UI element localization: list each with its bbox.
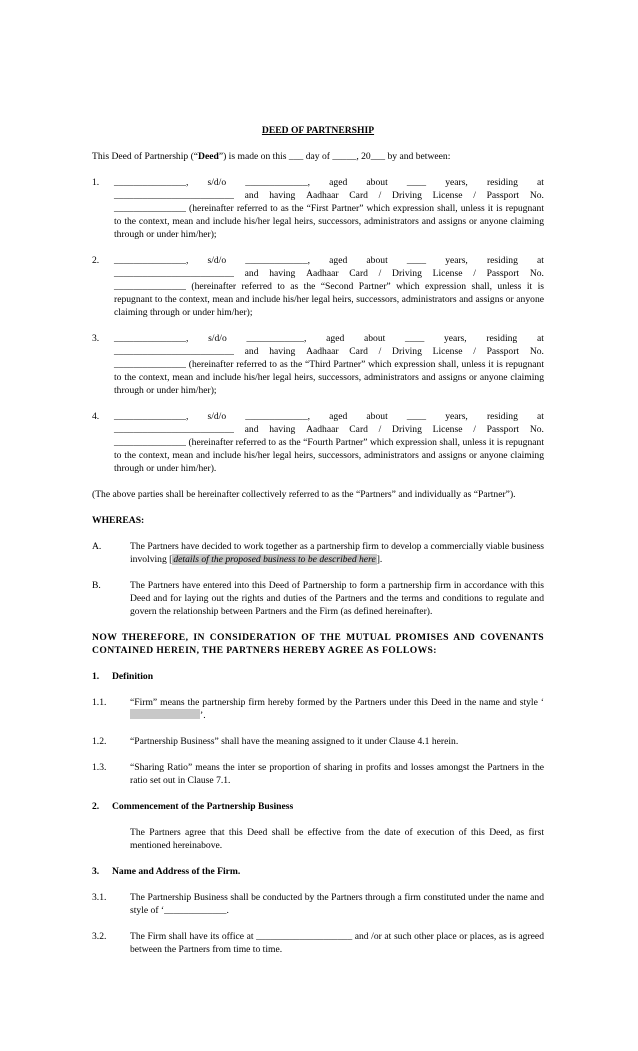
party-word: and — [244, 190, 259, 201]
party-word: years, — [445, 177, 468, 188]
clause-1-2-text: “Partnership Business” shall have the meaning assigned to it under Clause 4.1 herein. — [130, 736, 459, 747]
recital-a-text — [130, 540, 544, 566]
section-2-title: Commencement of the Partnership Business — [112, 801, 294, 812]
party-word: ____ — [406, 411, 427, 422]
clause-1-1-start: “Firm” means the partnership firm hereby formed by the Partners under this Deed in the name and style ‘ — [130, 697, 544, 708]
party-word: having — [269, 346, 296, 357]
whereas-heading: WHEREAS: — [92, 515, 145, 526]
party-word: Card — [349, 424, 368, 435]
party-word: about — [366, 177, 388, 188]
party-number: 2. — [92, 255, 100, 266]
party-word: / — [473, 190, 476, 201]
clause-3-2-number: 3.2. — [92, 931, 107, 942]
party-number: 4. — [92, 411, 100, 422]
party-word: License — [432, 424, 463, 435]
party-word: years, — [443, 333, 467, 344]
party-word: Card — [349, 268, 368, 279]
party-line — [114, 332, 544, 345]
party-word: Passport — [486, 268, 520, 279]
party-word: and — [244, 268, 259, 279]
clause-1-2 — [92, 735, 544, 748]
section-3-title: Name and Address of the Firm. — [112, 866, 241, 877]
party-word: _____________, — [245, 177, 311, 188]
party-word: Passport — [486, 190, 520, 201]
parties-list — [92, 176, 544, 475]
party-word: _________________________ — [114, 190, 234, 201]
party-details — [114, 176, 544, 241]
party-word: aged — [329, 411, 348, 422]
party-word: / — [473, 346, 476, 357]
section-2-text: The Partners agree that this Deed shall be effective from the date of execution of this Deed, as first mentioned hereinabove. — [130, 827, 544, 851]
party-word: / — [378, 424, 382, 435]
intro-paragraph — [92, 150, 544, 163]
party-word: / — [378, 190, 382, 201]
clause-1-2-number: 1.2. — [92, 736, 107, 747]
clause-1-1-end: ’. — [200, 710, 206, 721]
party-word: s/d/o — [207, 255, 227, 266]
party-word: ____________, — [246, 333, 307, 344]
party-2 — [92, 254, 544, 319]
party-word: having — [269, 190, 296, 201]
party-description: _______________ (hereinafter referred to as the “Third Partner” which expression shall, unless it is repugnant to the context, mean and include his/her legal heirs, successors, administrators and assigns or anyone claiming through or under him/her); — [114, 359, 544, 396]
party-word: License — [432, 268, 463, 279]
party-word: residing — [486, 333, 518, 344]
party-word: having — [269, 268, 296, 279]
party-word: _____________, — [245, 411, 311, 422]
party-word: ____ — [406, 177, 427, 188]
party-word: Aadhaar — [306, 190, 339, 201]
clause-1-3-number: 1.3. — [92, 762, 107, 773]
party-word: _______________, — [114, 411, 189, 422]
party-word: about — [364, 333, 386, 344]
party-word: License — [432, 346, 463, 357]
clause-1-3-text: “Sharing Ratio” means the inter se proportion of sharing in profits and losses amongst the Partners in the ratio set out in Clause 7.1. — [130, 762, 544, 786]
clause-3-1-text: The Partnership Business shall be conducted by the Partners through a firm constituted under the name and style of ‘_____________. — [130, 892, 544, 916]
clause-1-1 — [92, 696, 544, 722]
intro-defined-term: Deed — [198, 151, 219, 162]
party-line — [114, 345, 544, 358]
section-3-number: 3. — [92, 866, 100, 877]
party-word: Aadhaar — [306, 346, 339, 357]
recital-b — [92, 579, 544, 618]
section-1-title: Definition — [112, 671, 154, 682]
party-description: _______________ (hereinafter referred to as the “First Partner” which expression shall, unless it is repugnant to the context, mean and include his/her legal heirs, successors, administrators and assigns or anyone claiming through or under him/her); — [114, 203, 544, 240]
collective-reference: (The above parties shall be hereinafter collectively referred to as the “Partners” and individually as “Partner”). — [92, 489, 516, 500]
party-word: No. — [529, 424, 544, 435]
party-3 — [92, 332, 544, 397]
party-word: Driving — [392, 424, 422, 435]
party-word: residing — [486, 177, 518, 188]
document-page — [92, 124, 544, 969]
recital-b-text: The Partners have entered into this Deed of Partnership to form a partnership firm in accordance with this Deed and for laying out the rights and duties of the Partners and the terms and conditions to regulate and govern the relationship between Partners and the Firm (as defined hereinafter). — [130, 580, 544, 617]
party-word: years, — [445, 411, 468, 422]
party-word: s/d/o — [207, 177, 227, 188]
party-word: at — [537, 411, 544, 422]
firm-name-placeholder — [130, 709, 200, 719]
intro-text-start: This Deed of Partnership (“ — [92, 151, 199, 162]
party-word: No. — [529, 190, 544, 201]
clause-3-2 — [92, 930, 544, 956]
party-word: s/d/o — [207, 411, 227, 422]
document-title: DEED OF PARTNERSHIP — [261, 125, 375, 136]
party-word: s/d/o — [208, 333, 227, 344]
party-word: Passport — [486, 424, 520, 435]
party-1 — [92, 176, 544, 241]
party-word: and — [244, 346, 259, 357]
section-2-heading — [92, 800, 544, 813]
party-word: Passport — [486, 346, 520, 357]
party-word: Driving — [392, 190, 422, 201]
clause-1-1-text — [130, 696, 544, 722]
now-therefore-clause: NOW THEREFORE, IN CONSIDERATION OF THE MUTUAL PROMISES AND COVENANTS CONTAINED HEREIN, THE PARTNERS HEREBY AGREE AS FOLLOWS: — [92, 632, 544, 656]
party-details — [114, 332, 544, 397]
section-1-heading — [92, 670, 544, 683]
clause-3-2-text: The Firm shall have its office at ____________________ and /or at such other place or places, as is agreed between the Partners from time to time. — [130, 931, 544, 955]
party-word: _________________________ — [114, 268, 234, 279]
party-details — [114, 410, 544, 475]
party-line — [114, 254, 544, 267]
party-word: aged — [326, 333, 345, 344]
party-number: 3. — [92, 333, 100, 344]
party-word: about — [366, 411, 388, 422]
party-word: Aadhaar — [306, 424, 339, 435]
party-word: Aadhaar — [306, 268, 339, 279]
party-word: at — [537, 177, 544, 188]
party-word: at — [537, 255, 544, 266]
party-word: _______________, — [114, 333, 189, 344]
party-word: _________________________ — [114, 424, 234, 435]
party-line — [114, 410, 544, 423]
party-word: residing — [486, 255, 518, 266]
party-word: _______________, — [114, 255, 189, 266]
section-2-number: 2. — [92, 801, 100, 812]
party-word: Card — [349, 190, 368, 201]
party-word: / — [473, 268, 476, 279]
party-word: Driving — [392, 268, 422, 279]
party-word: about — [366, 255, 388, 266]
party-line — [114, 423, 544, 436]
party-word: aged — [329, 177, 348, 188]
recital-a-number: A. — [92, 541, 102, 552]
clause-3-1-number: 3.1. — [92, 892, 107, 903]
party-word: having — [269, 424, 296, 435]
party-4 — [92, 410, 544, 475]
party-word: ____ — [406, 255, 427, 266]
party-word: aged — [329, 255, 348, 266]
clause-1-3 — [92, 761, 544, 787]
party-word: / — [378, 268, 382, 279]
recital-a — [92, 540, 544, 566]
recital-a-end: ]. — [376, 554, 383, 565]
party-word: _____________, — [245, 255, 311, 266]
section-1-number: 1. — [92, 671, 100, 682]
party-word: and — [244, 424, 259, 435]
party-word: Card — [349, 346, 368, 357]
party-word: No. — [529, 268, 544, 279]
party-line — [114, 176, 544, 189]
intro-text-end: ”) is made on this ___ day of _____, 20___ by and between: — [218, 151, 451, 162]
party-details — [114, 254, 544, 319]
party-word: Driving — [392, 346, 422, 357]
recital-a-start: The Partners have decided to work together as a partnership firm to develop a commercially viable business involving [ — [130, 541, 544, 565]
recital-b-number: B. — [92, 580, 101, 591]
party-word: License — [432, 190, 463, 201]
business-details-placeholder: details of the proposed business to be described here — [173, 554, 376, 565]
section-3-heading — [92, 865, 544, 878]
clause-1-1-number: 1.1. — [92, 697, 107, 708]
party-word: / — [473, 424, 476, 435]
party-description: _______________ (hereinafter referred to as the “Fourth Partner” which expression shall, unless it is repugnant to the context, mean and include his/her legal heirs, successors, administrators and assigns or anyone claiming through or under him/her). — [114, 437, 544, 474]
party-word: _______________, — [114, 177, 189, 188]
party-description: _______________ (hereinafter referred to as the “Second Partner” which expression shall, unless it is repugnant to the context, mean and include his/her legal heirs, successors, administrators and assigns or anyone claiming through or under him/her); — [114, 281, 544, 318]
party-word: _________________________ — [114, 346, 234, 357]
party-word: No. — [529, 346, 544, 357]
party-word: at — [536, 333, 544, 344]
party-word: years, — [445, 255, 468, 266]
party-line — [114, 267, 544, 280]
party-word: / — [378, 346, 382, 357]
clause-3-1 — [92, 891, 544, 917]
party-word: residing — [486, 411, 518, 422]
party-line — [114, 189, 544, 202]
party-word: ____ — [405, 333, 425, 344]
party-number: 1. — [92, 177, 100, 188]
